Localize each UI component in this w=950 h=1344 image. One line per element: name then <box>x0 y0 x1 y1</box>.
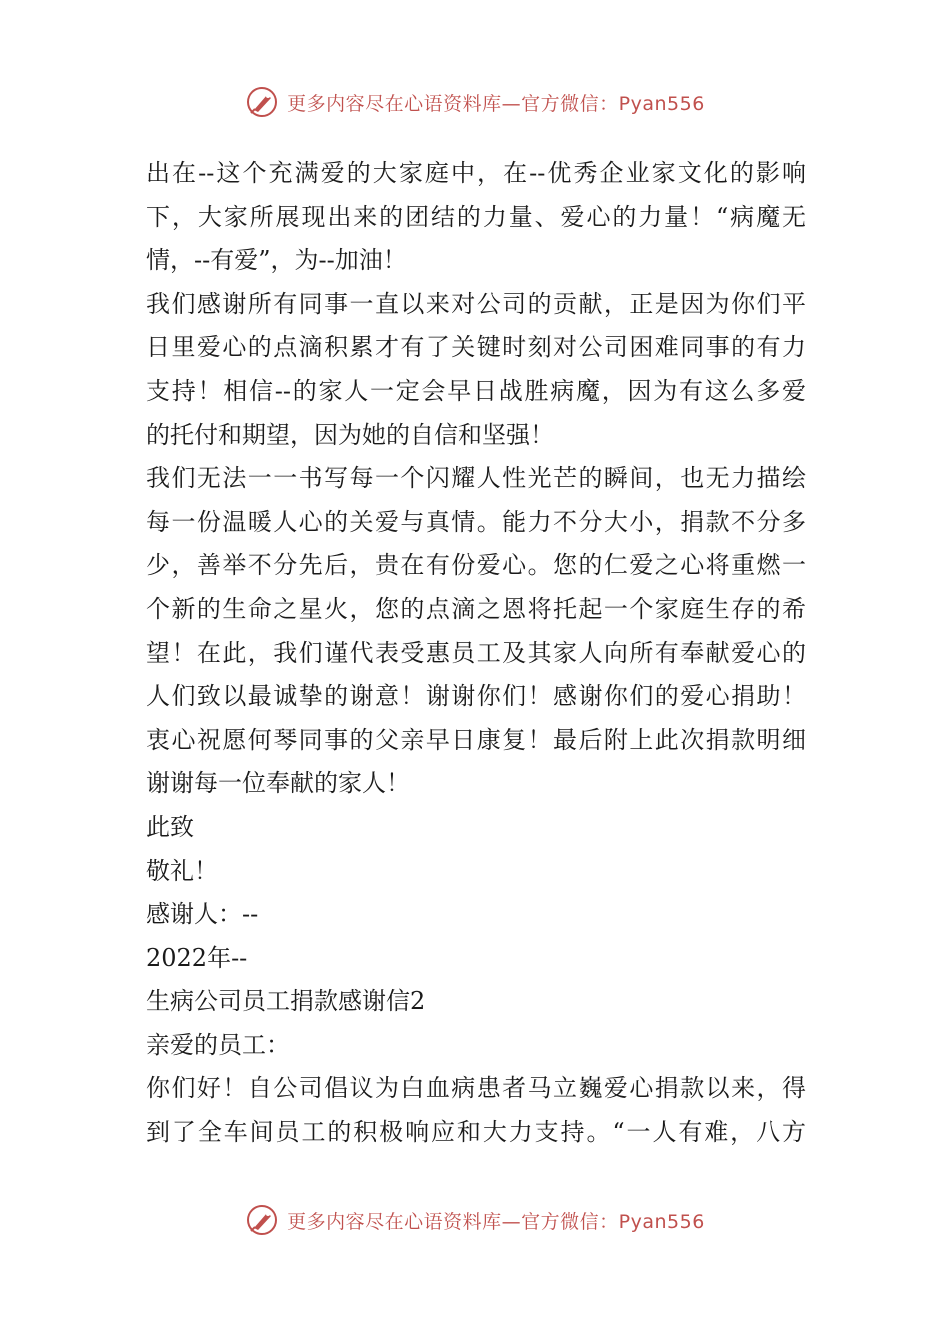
text-line: 你们好！自公司倡议为白血病患者马立巍爱心捐款以来，得 <box>146 1074 806 1103</box>
text-line: 敬礼！ <box>146 856 218 885</box>
text-line: 的托付和期望，因为她的自信和坚强！ <box>146 420 554 449</box>
text-line: 望！在此，我们谨代表受惠员工及其家人向所有奉献爱心的 <box>146 638 806 667</box>
text-line: 日里爱心的点滴积累才有了关键时刻对公司困难同事的有力 <box>146 333 806 362</box>
text-line: 到了全车间员工的积极响应和大力支持。“一人有难，八方 <box>146 1118 806 1147</box>
text-line: 我们无法一一书写每一个闪耀人性光芒的瞬间，也无力描绘 <box>146 464 806 493</box>
text-line: 生病公司员工捐款感谢信2 <box>146 987 426 1016</box>
text-line: 下，大家所展现出来的团结的力量、爱心的力量！“病魔无 <box>146 202 806 231</box>
text-line: 谢谢每一位奉献的家人！ <box>146 769 410 798</box>
watermark-text: 更多内容尽在心语资料库—官方微信：Pyan556 <box>287 92 705 115</box>
text-line: 个新的生命之星火，您的点滴之恩将托起一个家庭生存的希 <box>146 594 806 623</box>
text-line: 衷心祝愿何琴同事的父亲早日康复！最后附上此次捐款明细 <box>146 725 806 754</box>
text-line: 支持！相信--的家人一定会早日战胜病魔，因为有这么多爱 <box>146 376 806 405</box>
text-line: 人们致以最诚挚的谢意！谢谢你们！感谢你们的爱心捐助！ <box>146 682 806 711</box>
text-line: 2022年-- <box>146 943 248 972</box>
text-line: 我们感谢所有同事一直以来对公司的贡献，正是因为你们平 <box>146 289 806 318</box>
header-watermark <box>0 82 950 122</box>
text-line: 感谢人：-- <box>146 900 259 929</box>
text-line: 出在--这个充满爱的大家庭中，在--优秀企业家文化的影响 <box>146 159 806 187</box>
pen-nib-logo-icon <box>245 85 279 119</box>
footer-watermark <box>0 1200 950 1240</box>
text-line: 少，善举不分先后，贵在有份爱心。您的仁爱之心将重燃一 <box>146 551 806 580</box>
text-line: 情，--有爱”，为--加油！ <box>146 246 407 275</box>
letter-body <box>146 152 806 1155</box>
text-line: 亲爱的员工： <box>146 1030 290 1059</box>
text-line: 此致 <box>146 812 194 841</box>
text-line: 每一份温暖人心的关爱与真情。能力不分大小，捐款不分多 <box>146 507 806 536</box>
pen-nib-logo-icon <box>245 1203 279 1237</box>
watermark-text: 更多内容尽在心语资料库—官方微信：Pyan556 <box>287 1210 705 1233</box>
